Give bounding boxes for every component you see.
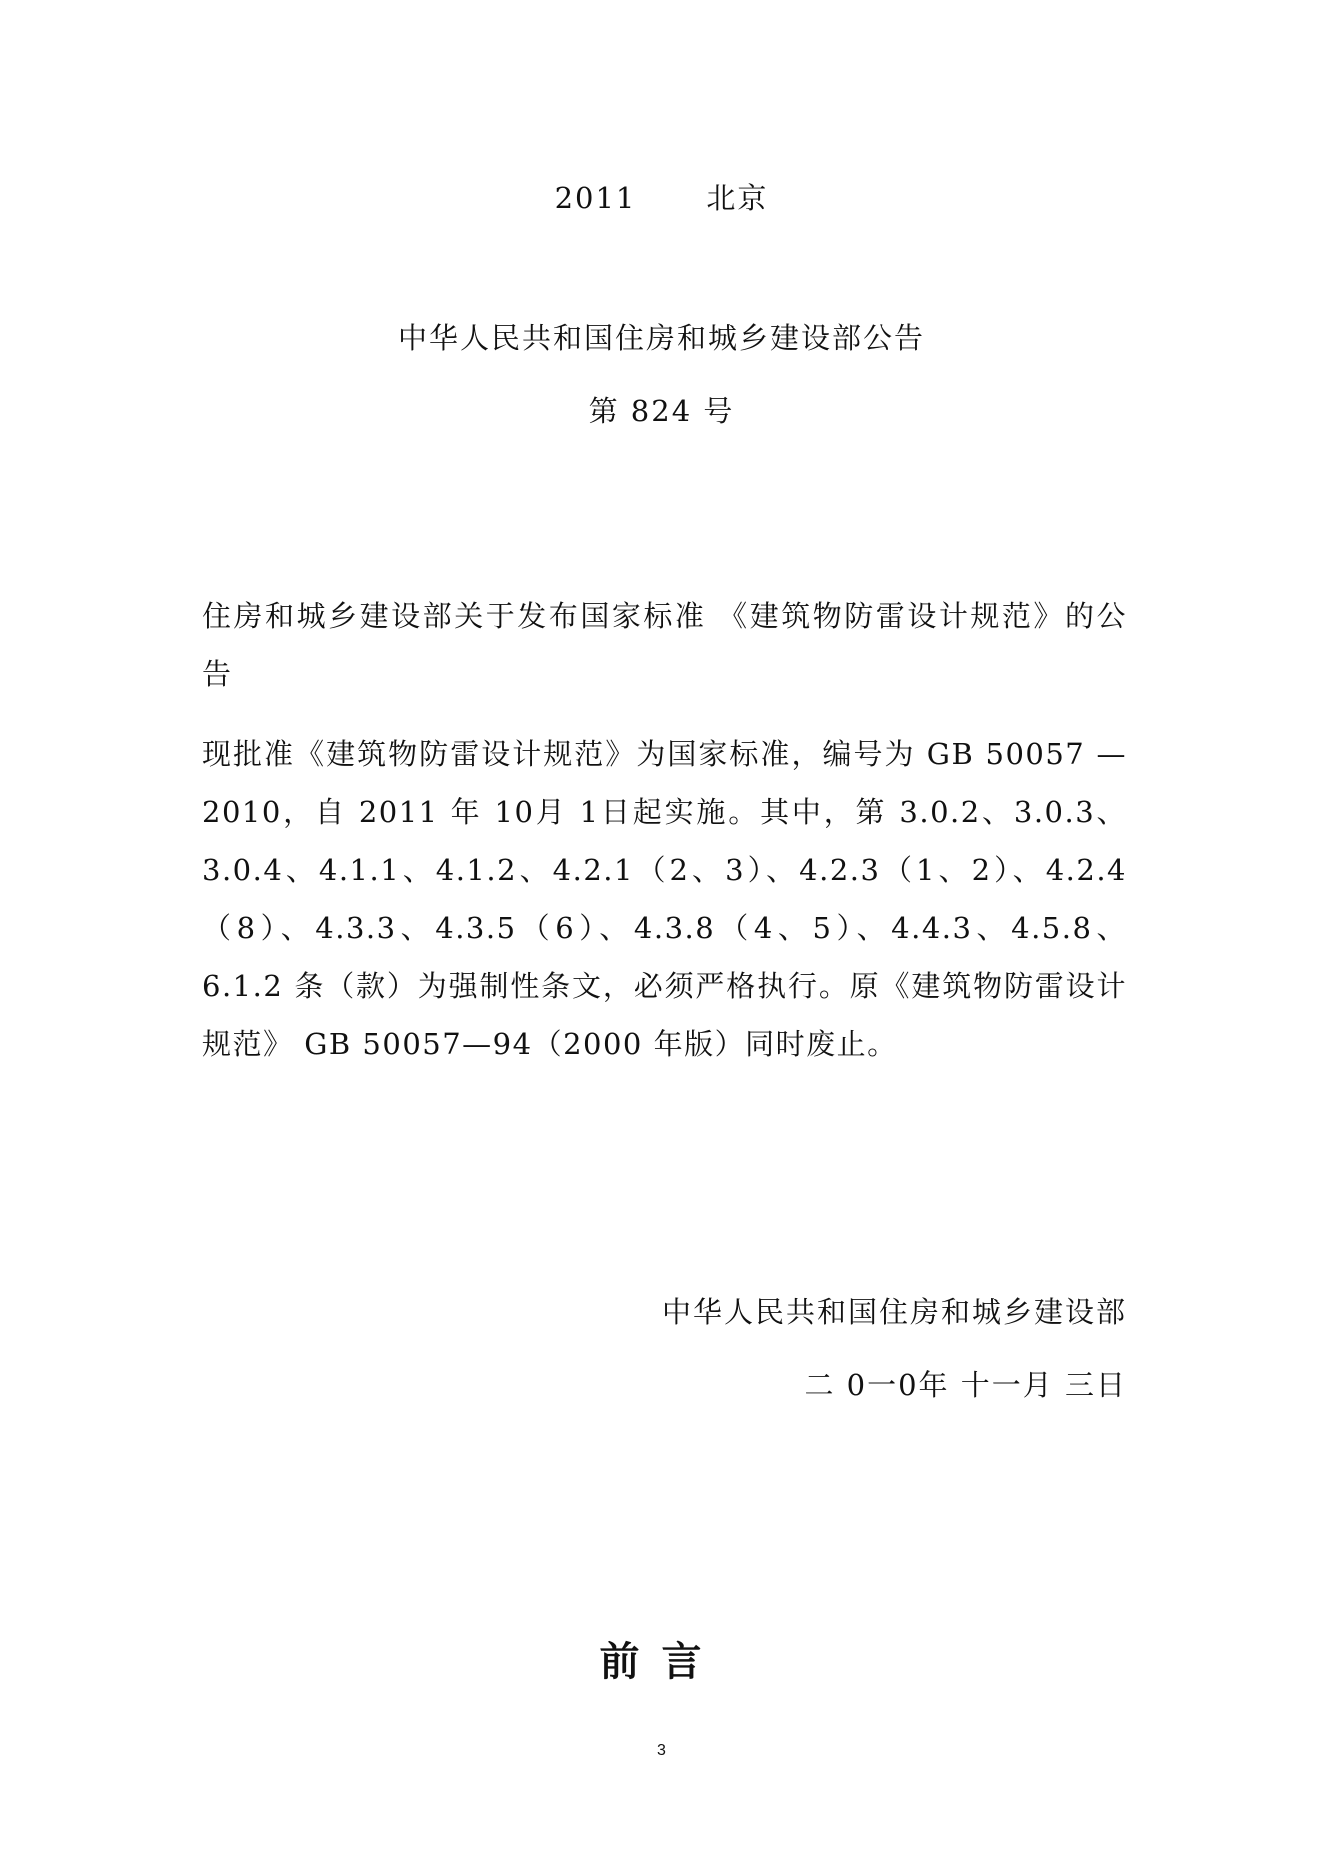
page-number: 3 [657,1742,666,1759]
preface-title: 前言 [599,1639,724,1685]
header-year-city [0,176,1323,217]
signature-issuer: 中华人民共和国住房和城乡建设部 [661,1295,1127,1329]
announcement-issuer-title: 中华人民共和国住房和城乡建设部公告 [397,321,925,355]
body-content: 现批准《建筑物防雷设计规范》为国家标准，编号为 GB 50057 — 2010，自 2011 年 10月 1日起实施。其中，第 3.0.2、3.0.3、3.0.4、4.1.1、4.1.2、4.2.1（2、3）、4.2.3（1、2）、4.2.4（8）、4.3.3、4.3.5（6）、4.3.8（4、5）、4.4.3、4.5.8、 6.1.2 条（款）为强制性条文，必须严格执行。原《建筑物防雷设计规范》 GB 50057—94（2000 年版）同时废止。 [202,737,1127,1061]
header-city: 北京 [706,181,769,215]
body-heading: 住房和城乡建设部关于发布国家标准 《建筑物防雷设计规范》的公告 [202,599,1127,691]
signature-date: 二 0一0年 十一月 三日 [804,1368,1127,1402]
announcement-number: 第 824 号 [588,394,735,428]
header-year: 2011 [554,181,637,215]
